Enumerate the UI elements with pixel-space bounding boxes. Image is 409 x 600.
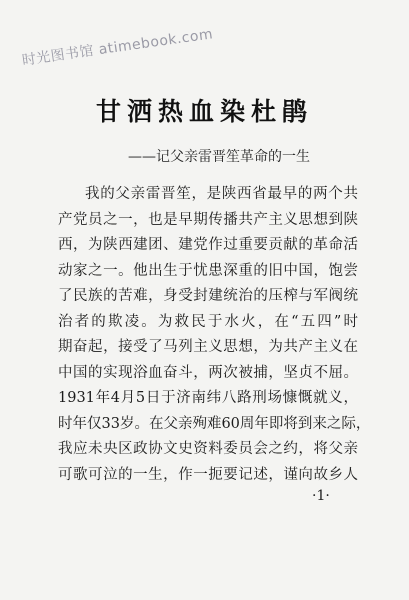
body-line: 时年仅33岁。在父亲殉难60周年即将到来之际， [58,415,371,432]
body-line: 西，为陕西建团、建党作过重要贡献的革命活 [58,237,358,253]
article-title: 甘洒热血染杜鹃 [95,97,313,126]
body-line: 中国的实现浴血奋斗，两次被捕，坚贞不屈。 [58,364,358,381]
body-line: 可歌可泣的一生，作一扼要记述，谨向故乡人 [58,466,358,483]
body-line: 我应未央区政协文史资料委员会之约，将父亲 [58,441,358,457]
body-line: 产党员之一，也是早期传播共产主义思想到陕 [58,211,358,228]
body-line: 治者的欺凌。为救民于水火，在“五四”时 [58,313,358,330]
body-line: 1931年4月5日于济南纬八路刑场慷慨就义， [58,390,358,406]
body-line: 我的父亲雷晋笙，是陕西省最早的两个共 [85,186,358,202]
body-line: 期奋起，接受了马列主义思想，为共产主义在 [58,339,358,355]
watermark: 时光图书馆 atimebook.com [21,26,215,69]
article-subtitle: ——记父亲雷晋笙革命的一生 [128,149,310,165]
page-number: ·1· [312,488,330,504]
article-body [58,182,371,488]
body-line: 动家之一。他出生于忧患深重的旧中国，饱尝 [58,262,358,279]
body-line: 了民族的苦难，身受封建统治的压榨与军阀统 [58,288,358,304]
